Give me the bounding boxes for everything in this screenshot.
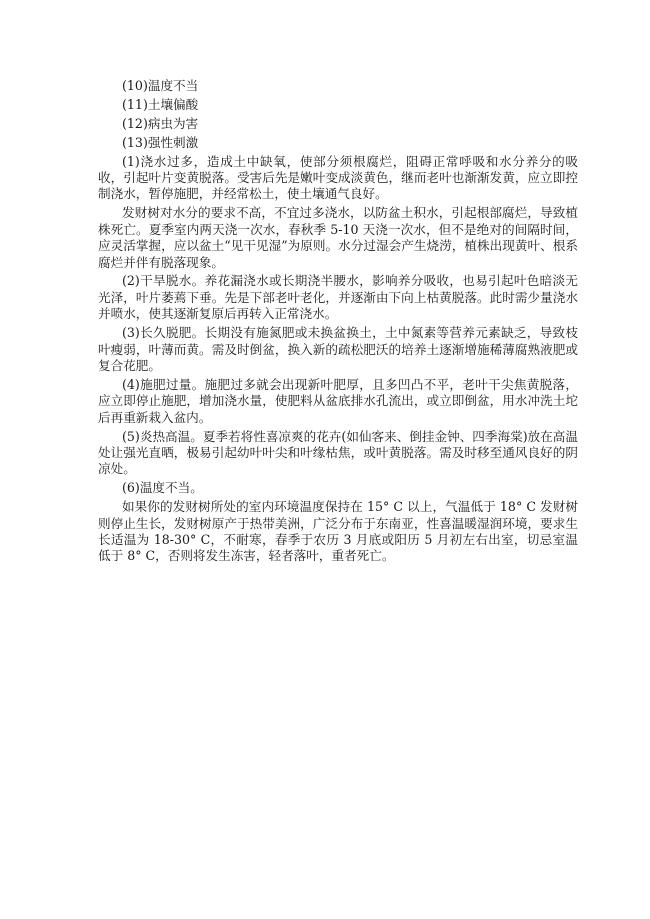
paragraph-fertilizer-deficiency: (3)长久脱肥。长期没有施氮肥或未换盆换土，土中氮素等营养元素缺乏，导致枝叶瘦弱，叶薄而黄。需及时倒盆，换入新的疏松肥沃的培养土逐渐增施稀薄腐熟液肥或复合花肥。 (98, 325, 578, 373)
paragraph-water-requirements: 发财树对水分的要求不高，不宜过多浇水，以防盆土积水，引起根部腐烂，导致植株死亡。夏季室内两天浇一次水，春秋季 5-10 天浇一次水，但不是绝对的间隔时间，应灵活掌握，应以盆土“见干见湿”为原则。水分过湿会产生烧涝，植株出现黄叶、根系腐烂并伴有脱落现象。 (98, 205, 578, 270)
document-body (98, 78, 578, 567)
list-item-acidic-soil: (11)土壤偏酸 (122, 96, 199, 112)
paragraph-overwatering: (1)浇水过多，造成土中缺氧，使部分须根腐烂，阻碍正常呼吸和水分养分的吸收，引起叶片变黄脱落。受害后先是嫩叶变成淡黄色，继而老叶也渐渐发黄，应立即控制浇水，暂停施肥，并经常松土，使土壤通气良好。 (98, 153, 578, 202)
paragraph-heat: (5)炎热高温。夏季若将性喜凉爽的花卉(如仙客来、倒挂金钟、四季海棠)放在高温处让强光直晒，极易引起幼叶叶尖和叶缘枯焦，或叶黄脱落。需及时移至通风良好的阴凉处。 (98, 428, 578, 477)
paragraph-overfertilizing: (4)施肥过量。施肥过多就会出现新叶肥厚，且多凹凸不平，老叶干尖焦黄脱落，应立即停止施肥，增加浇水量，使肥料从盆底排水孔流出，或立即倒盆，用水冲洗土坨后再重新栽入盆内。 (98, 376, 578, 425)
paragraph-temperature-details: 如果你的发财树所处的室内环境温度保持在 15° C 以上，气温低于 18° C 发财树则停止生长，发财树原产于热带美洲，广泛分布于东南亚，性喜温暖湿润环境，要求生长适温为 18-30° C，不耐寒，春季于农历 3 月底或阳历 5 月初左右出室，切忌室温低于 8° C，否则将发生冻害，轻者落叶，重者死亡。 (98, 499, 578, 564)
list-item-temperature: (10)温度不当 (122, 78, 199, 93)
paragraph-temperature-heading: (6)温度不当。 (122, 480, 203, 496)
list-item-strong-stimulus: (13)强性刺激 (122, 134, 199, 150)
list-item-pests: (12)病虫为害 (122, 115, 199, 131)
paragraph-drought: (2)干旱脱水。养花漏浇水或长期浇半腰水，影响养分吸收，也易引起叶色暗淡无光泽，叶片萎蔫下垂。先是下部老叶老化，并逐渐由下向上枯黄脱落。此时需少量浇水并喷水，使其逐渐复原后再转入正常浇水。 (98, 273, 578, 322)
